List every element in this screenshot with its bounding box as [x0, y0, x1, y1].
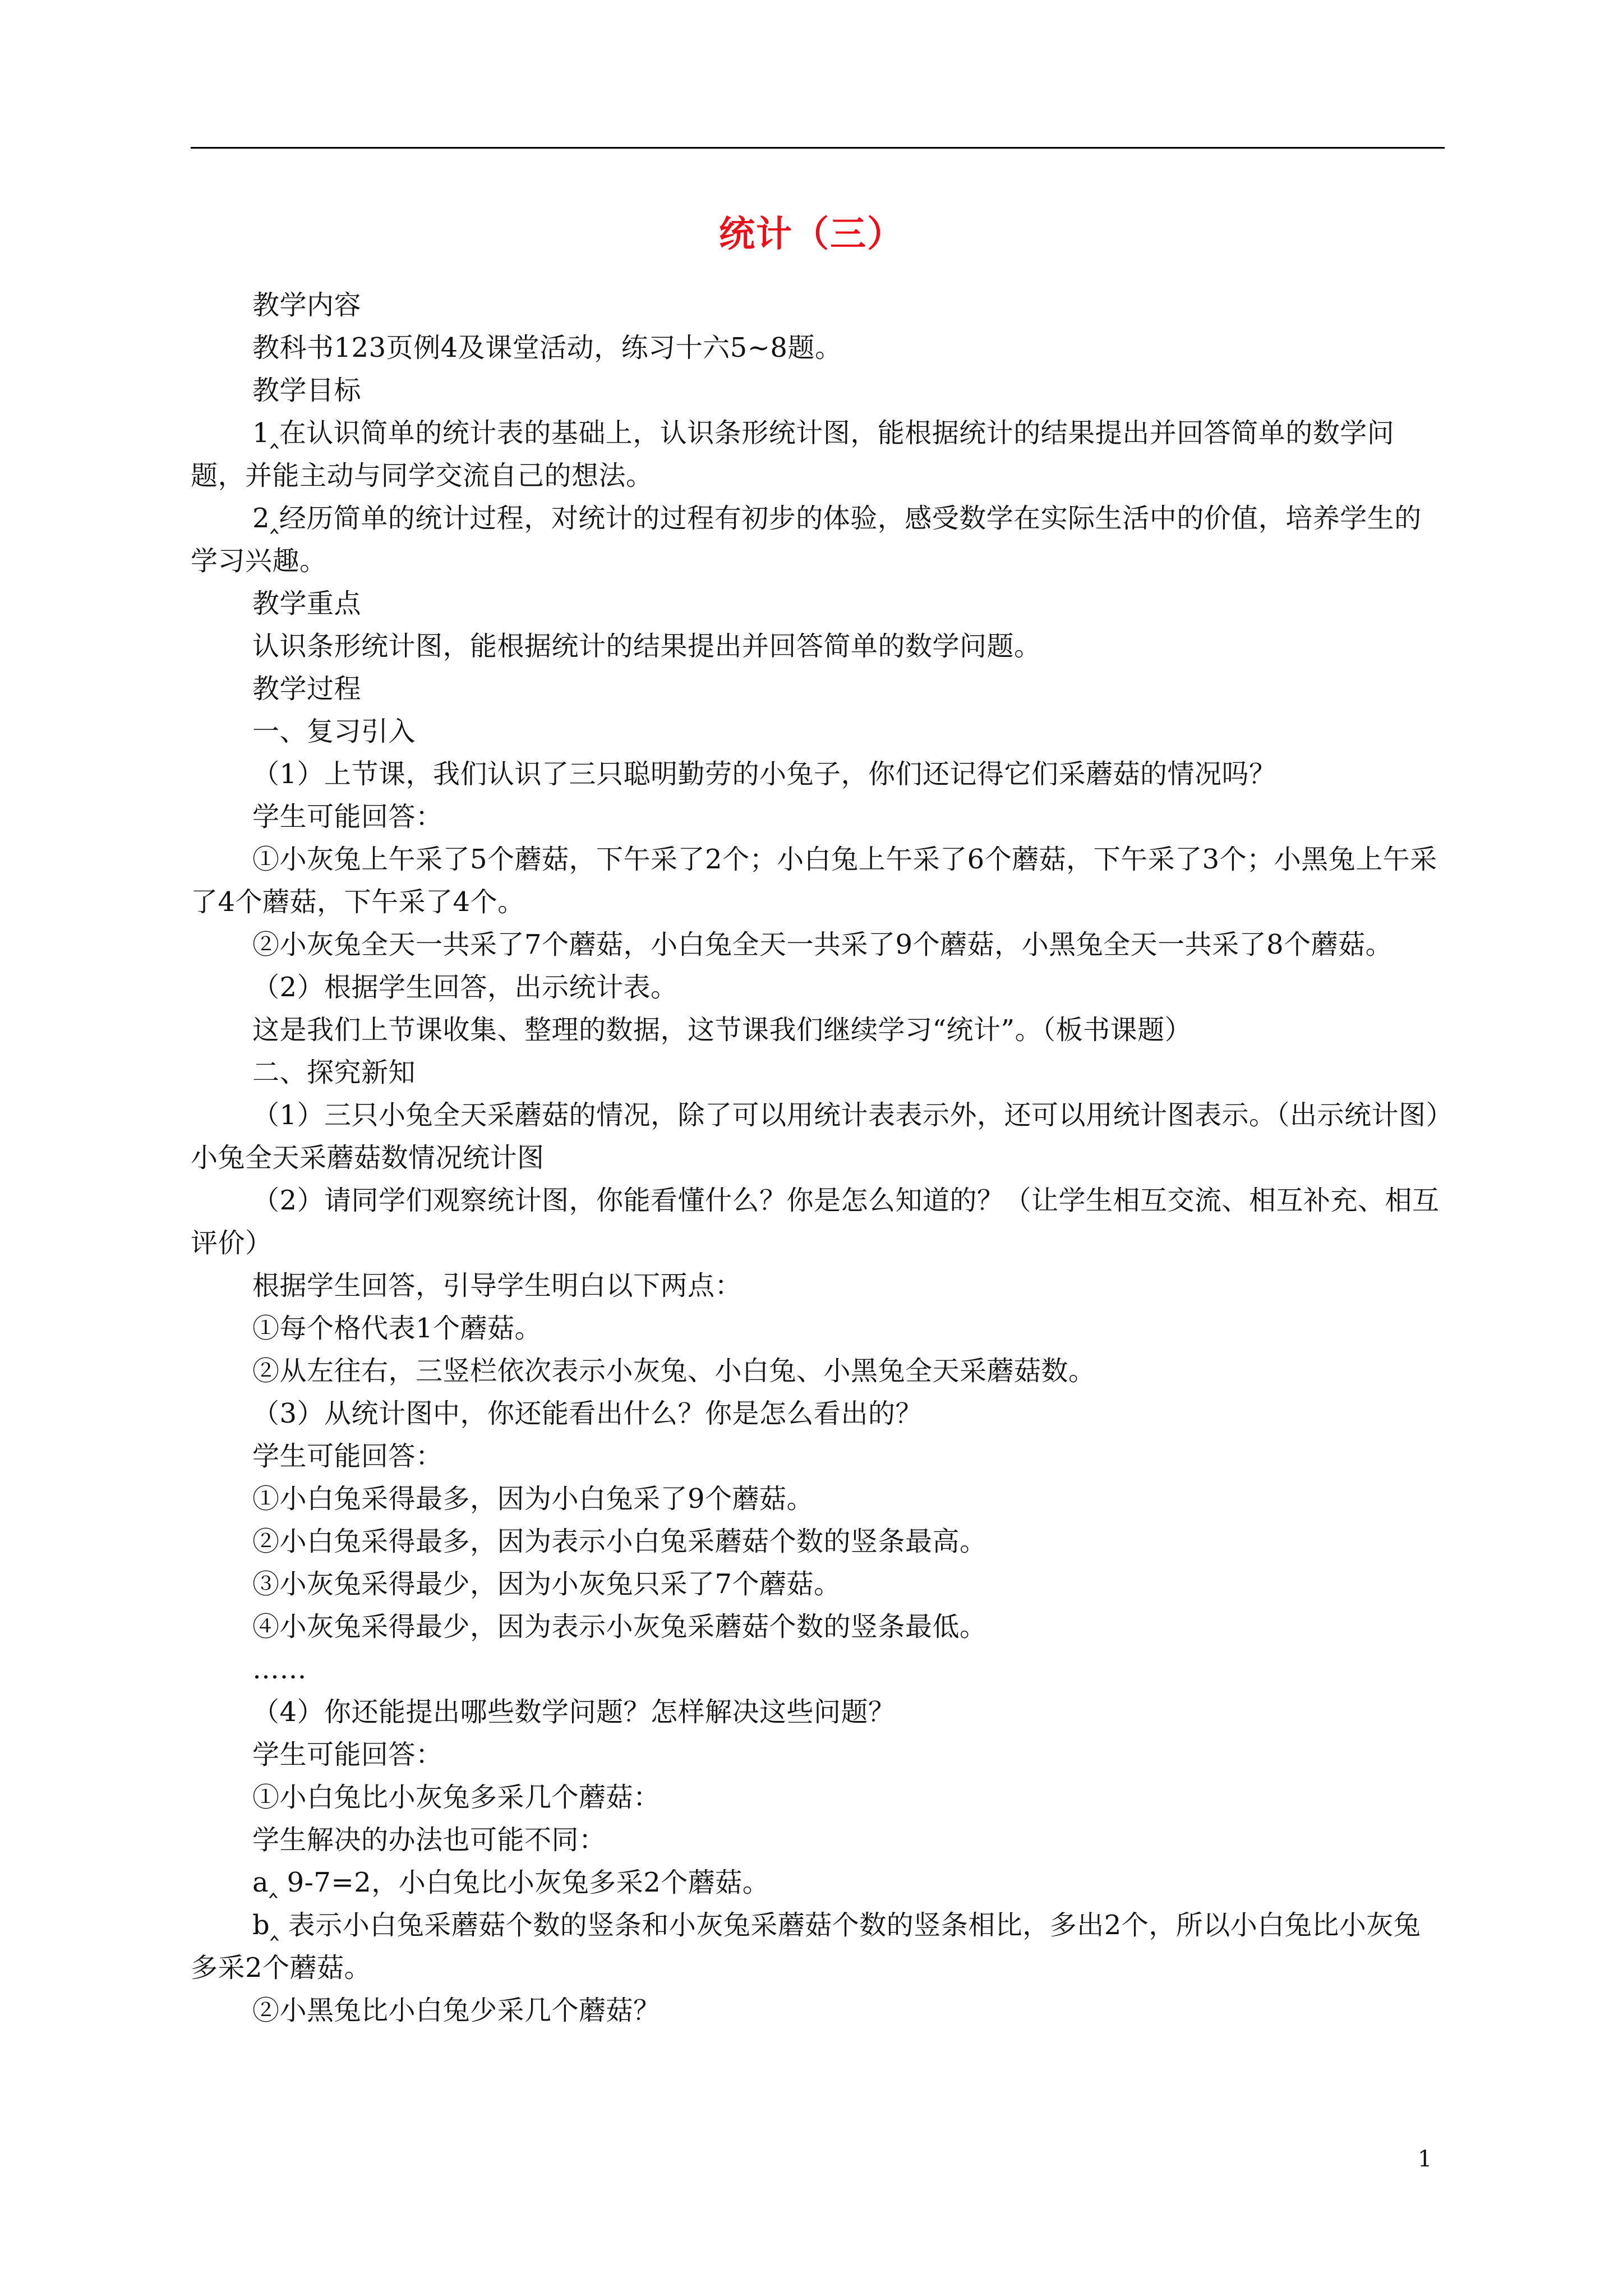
paragraph-line: 二、探究新知: [252, 1057, 416, 1088]
paragraph-line: 学生可能回答：: [252, 1441, 443, 1472]
paragraph-line: （1）上节课，我们认识了三只聪明勤劳的小兔子，你们还记得它们采蘑菇的情况吗？: [252, 758, 1276, 790]
paragraph-line: ④小灰兔采得最少，因为表示小灰兔采蘑菇个数的竖条最低。: [252, 1611, 987, 1642]
paragraph-line: 教学过程: [252, 673, 362, 705]
paragraph-line: ①小白兔比小灰兔多采几个蘑菇：: [252, 1782, 661, 1813]
document-body: [191, 284, 1445, 2032]
paragraph-line: ①小灰兔上午采了5个蘑菇，下午采了2个；小白兔上午采了6个蘑菇，下午采了3个；小黑兔上午采了4个蘑菇，下午采了4个。: [191, 844, 1437, 918]
document-title: 统计（三）: [719, 213, 904, 255]
paragraph-line: （2）根据学生回答，出示统计表。: [252, 972, 678, 1003]
paragraph-line: b‸ 表示小白兔采蘑菇个数的竖条和小灰兔采蘑菇个数的竖条相比，多出2个，所以小白兔比小灰兔多采2个蘑菇。: [191, 1910, 1421, 1984]
paragraph-line: ①每个格代表1个蘑菇。: [252, 1313, 542, 1344]
paragraph-line: ②小黑兔比小白兔少采几个蘑菇？: [252, 1995, 661, 2026]
paragraph-line: 教学目标: [252, 375, 362, 406]
paragraph-line: a‸ 9-7=2，小白兔比小灰兔多采2个蘑菇。: [252, 1867, 770, 1898]
paragraph-line: 根据学生回答，引导学生明白以下两点：: [252, 1270, 743, 1301]
header-rule: [191, 147, 1445, 149]
paragraph-line: ②小白兔采得最多，因为表示小白兔采蘑菇个数的竖条最高。: [252, 1526, 987, 1557]
paragraph-line: 教科书123页例4及课堂活动，练习十六5~8题。: [252, 332, 842, 364]
paragraph-line: 学生解决的办法也可能不同：: [252, 1824, 606, 1856]
paragraph-line: 认识条形统计图，能根据统计的结果提出并回答简单的数学问题。: [252, 631, 1041, 662]
paragraph-line: ③小灰兔采得最少，因为小灰兔只采了7个蘑菇。: [252, 1568, 841, 1600]
paragraph-line: 教学内容: [252, 289, 362, 321]
paragraph-line: 学生可能回答：: [252, 1739, 443, 1770]
paragraph-line: （2）请同学们观察统计图，你能看懂什么？你是怎么知道的？（让学生相互交流、相互补充、相互评价）: [191, 1185, 1440, 1259]
paragraph-line: 一、复习引入: [252, 716, 416, 747]
paragraph-line: 这是我们上节课收集、整理的数据，这节课我们继续学习“统计”。（板书课题）: [252, 1014, 1192, 1046]
paragraph-line: ……: [252, 1654, 307, 1685]
paragraph-line: 2‸经历简单的统计过程，对统计的过程有初步的体验，感受数学在实际生活中的价值，培养学生的学习兴趣。: [191, 503, 1422, 577]
paragraph-line: ②小灰兔全天一共采了7个蘑菇，小白兔全天一共采了9个蘑菇，小黑兔全天一共采了8个蘑菇。: [252, 929, 1393, 960]
paragraph-line: 教学重点: [252, 588, 362, 619]
paragraph-line: （4）你还能提出哪些数学问题？怎样解决这些问题？: [252, 1696, 896, 1728]
paragraph-line: 学生可能回答：: [252, 801, 443, 832]
page-number: 1: [1418, 2146, 1432, 2172]
paragraph-line: 1‸在认识简单的统计表的基础上，认识条形统计图，能根据统计的结果提出并回答简单的数学问题，并能主动与同学交流自己的想法。: [191, 417, 1395, 491]
paragraph-line: （1）三只小兔全天采蘑菇的情况，除了可以用统计表表示外，还可以用统计图表示。（出示统计图）小兔全天采蘑菇数情况统计图: [191, 1099, 1440, 1174]
paragraph-line: （3）从统计图中，你还能看出什么？你是怎么看出的？: [252, 1398, 923, 1429]
paragraph-line: ②从左往右，三竖栏依次表示小灰兔、小白兔、小黑兔全天采蘑菇数。: [252, 1355, 1096, 1387]
paragraph-line: ①小白兔采得最多，因为小白兔采了9个蘑菇。: [252, 1483, 814, 1515]
